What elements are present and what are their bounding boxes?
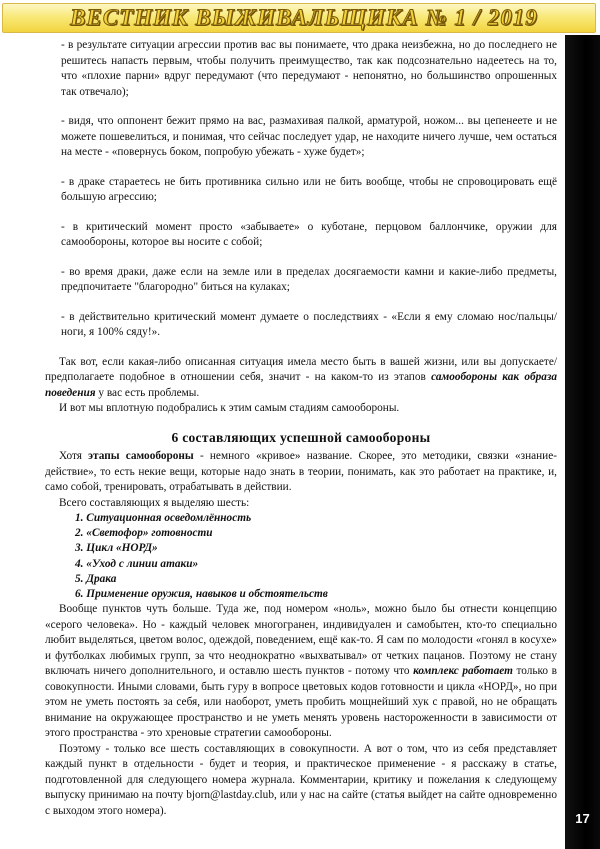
stage-item: 2. «Светофор» готовности <box>75 527 213 540</box>
bold-term: этапы самообороны <box>88 450 194 462</box>
bullet-item: - видя, что оппонент бежит прямо на вас, размахивая палкой, арматурой, ножом... вы цепенеете и не можете пошевелиться, и понимая, что сейчас последует удар, не находите ничего лучше, чем остаться на месте - «повернусь боком, попробую убежать - хуже будет»; <box>61 115 557 158</box>
bullet-item: - в критический момент просто «забываете» о куботане, перцовом баллончике, оружии для самообороны, которое вы носите с собой; <box>61 220 557 248</box>
stage-item: 5. Драка <box>75 572 117 585</box>
stage-item: 3. Цикл «НОРД» <box>75 542 158 555</box>
paragraph-transition: И вот мы вплотную подобрались к этим самым стадиям самообороны. <box>59 402 400 414</box>
section-heading: 6 составляющих успешной самообороны <box>171 429 431 445</box>
magazine-title: ВЕСТНИК ВЫЖИВАЛЬЩИКА № 1 / 2019 <box>70 5 538 30</box>
magazine-header-banner <box>2 3 596 33</box>
bullet-item: - во время драки, даже если на земле или в пределах досягаемости камни и какие-либо предметы, предпочитаете "благородно" биться на кулаках; <box>61 265 557 293</box>
emphasis-text: самообороны как образа поведения <box>45 371 557 399</box>
paragraph-closing: Поэтому - только все шесть составляющих в совокупности. А вот о том, что из себя представляет каждый пункт в отдельности - будет и теория, и практическое применение - я расскажу в статье, подготовленной для следующего номера журнала. Комментарии, критику и пожелания к следующему выпуску принимаю на почту bjorn@lastday.club, или у нас на сайте (статья выйдет на сайте одновременно с выходом этого номера). <box>45 742 557 817</box>
paragraph-intro: Хотя этапы самообороны - немного «кривое» название. Скорее, это методики, связки «знание-действие», то есть некие вещи, которые надо знать в теории, понимать, как это работает на практике, и, само собой, тренировать, отрабатывать в действии. <box>45 450 557 493</box>
page-side-bar <box>565 35 600 849</box>
stage-item: 1. Ситуационная осведомлённость <box>75 512 252 524</box>
bullet-item: - в действительно критический момент думаете о последствиях - «Если я ему сломаю нос/пальцы/ноги, я 100% сяду!». <box>61 310 557 338</box>
stage-item: 4. «Уход с линии атаки» <box>75 557 199 570</box>
paragraph-conclusion: Так вот, если какая-либо описанная ситуация имела место быть в вашей жизни, или вы допускаете/предполагаете подобное в отношении себя, значит - на каком-то из этапов самообороны как образа поведения у вас есть проблемы. <box>45 355 557 399</box>
emphasis-text: комплекс работает <box>413 665 513 678</box>
bullet-item: - в результате ситуации агрессии против вас вы понимаете, что драка неизбежна, но до последнего не решитесь напасть первым, чтобы получить преимущество, так как подсознательно надеетесь на то, что «плохие парни» вдруг передумают (что передумают - непонятно, но большинство опрошенных так отвечало); <box>61 39 557 98</box>
bullet-item: - в драке стараетесь не бить противника сильно или не бить вообще, чтобы не спровоцировать ещё большую агрессию; <box>61 175 557 203</box>
paragraph-more-points: Вообще пунктов чуть больше. Туда же, под номером «ноль», можно было бы отнести концепцию «серого человека». Но - каждый человек многогранен, индивидуален и самобытен, кто-то специально любит выделяться, цветом волос, одеждой, поведением, ещё как-то. Я сам по молодости «гонял в косухе» и футболках любимых групп, за что неоднократно «выхватывал» от четких пацанов. Поэтому не стану включать ничего дополнительного, и оставлю шесть пунктов - потому что комплекс работает только в совокупности. Иными словами, быть гуру в вопросе цветовых кодов готовности и цикла «НОРД», но при этом не уметь постоять за себя, или наоборот, уметь пробить мощнейший хук с правой, но не обращать внимание на окружающее пространство и не уметь менять уровень настороженности в зависимости от этого пространства - это хреновые стратегии самообороны. <box>45 603 557 740</box>
list-lead: Всего составляющих я выделяю шесть: <box>59 496 250 509</box>
article-body <box>45 38 557 819</box>
stage-item: 6. Применение оружия, навыков и обстоятельств <box>75 588 328 601</box>
stages-list <box>45 511 557 602</box>
page-number: 17 <box>575 811 590 826</box>
